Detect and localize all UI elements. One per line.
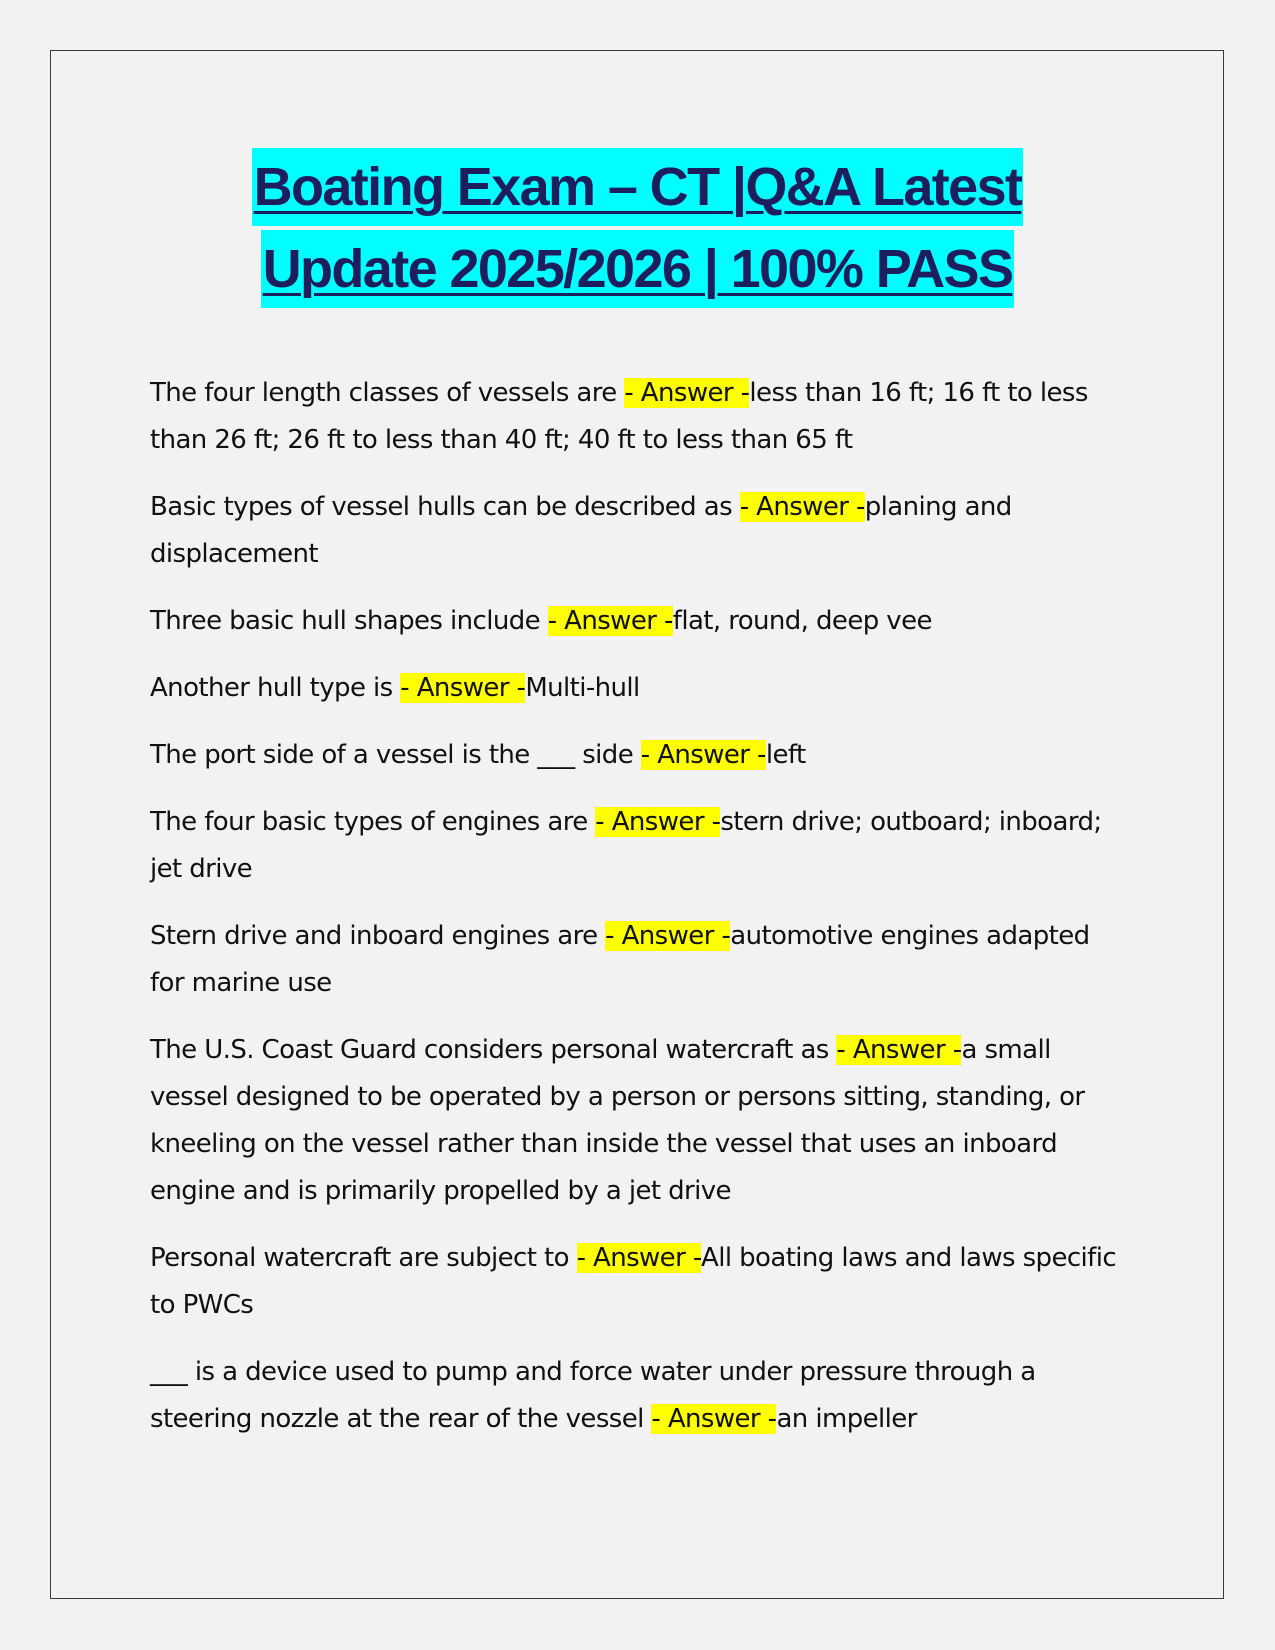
question-text: Basic types of vessel hulls can be described as [150, 492, 740, 522]
answer-marker: - Answer - [400, 673, 526, 703]
answer-marker: - Answer - [651, 1404, 777, 1434]
answer-marker: - Answer - [640, 740, 766, 770]
answer-marker: - Answer - [595, 807, 721, 837]
answer-marker: - Answer - [624, 378, 750, 408]
question-text: The four length classes of vessels are [150, 378, 625, 408]
qa-item-10 [150, 1349, 1130, 1443]
qa-item-5 [150, 732, 1130, 779]
answer-text: left [765, 740, 806, 770]
qa-item-8 [150, 1027, 1130, 1215]
question-text: Stern drive and inboard engines are [150, 921, 606, 951]
answer-marker: - Answer - [576, 1243, 702, 1273]
answer-text: All boating laws and laws specific to PWCs [150, 1243, 1117, 1320]
answer-marker: - Answer - [605, 921, 731, 951]
title-line-2: Update 2025/2026 | 100% PASS [261, 230, 1015, 308]
qa-list [150, 370, 1130, 1463]
document-title [0, 148, 1275, 312]
answer-text: Multi-hull [525, 673, 640, 703]
question-text: The U.S. Coast Guard considers personal watercraft as [150, 1035, 837, 1065]
qa-item-4 [150, 665, 1130, 712]
answer-text: planing and displacement [150, 492, 1012, 569]
qa-item-3 [150, 598, 1130, 645]
question-text: Personal watercraft are subject to [150, 1243, 577, 1273]
answer-marker: - Answer - [836, 1035, 962, 1065]
question-text: Three basic hull shapes include [150, 606, 548, 636]
answer-text: less than 16 ft; 16 ft to less than 26 ft; 26 ft to less than 40 ft; 40 ft to less than 65 ft [150, 378, 1088, 455]
answer-text: an impeller [776, 1404, 917, 1434]
qa-item-1 [150, 370, 1130, 464]
answer-text: automotive engines adapted for marine use [150, 921, 1090, 998]
question-text: Another hull type is [150, 673, 401, 703]
answer-marker: - Answer - [547, 606, 673, 636]
answer-text: stern drive; outboard; inboard; jet drive [150, 807, 1102, 884]
qa-item-2 [150, 484, 1130, 578]
question-text: The port side of a vessel is the ___ side [150, 740, 641, 770]
answer-marker: - Answer - [739, 492, 865, 522]
qa-item-7 [150, 913, 1130, 1007]
question-text: The four basic types of engines are [150, 807, 596, 837]
answer-text: a small vessel designed to be operated by a person or persons sitting, standing, or kneeling on the vessel rather than inside the vessel that uses an inboard engine and is primarily propelled by a jet drive [150, 1035, 1085, 1206]
answer-text: flat, round, deep vee [672, 606, 932, 636]
question-text: ___ is a device used to pump and force water under pressure through a steering nozzle at the rear of the vessel [150, 1357, 1036, 1434]
qa-item-6 [150, 799, 1130, 893]
title-line-1: Boating Exam – CT |Q&A Latest [252, 148, 1024, 226]
qa-item-9 [150, 1235, 1130, 1329]
